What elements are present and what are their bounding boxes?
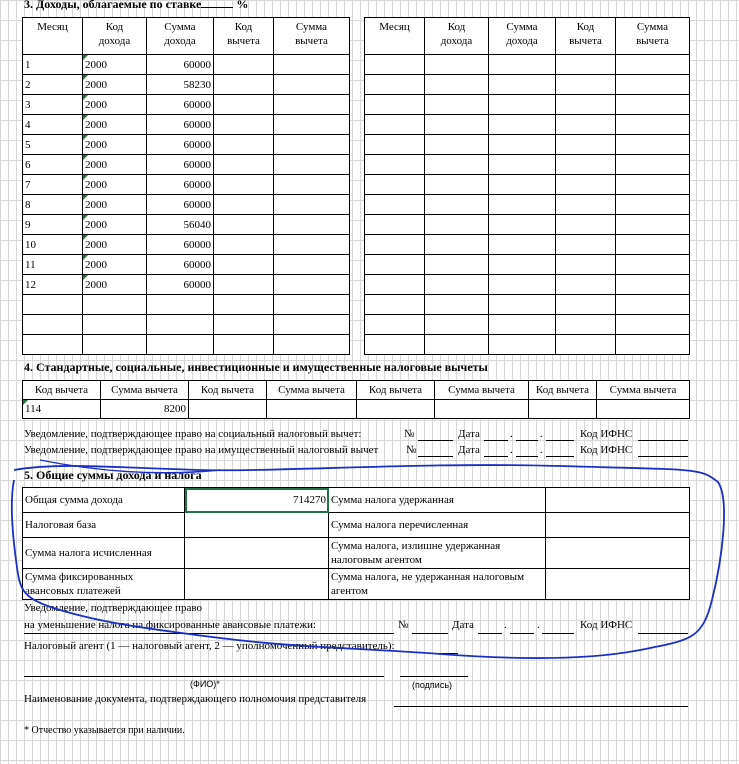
- empty-cell[interactable]: [425, 275, 489, 295]
- signature-line: [400, 676, 468, 677]
- empty-cell[interactable]: [556, 135, 616, 155]
- month-cell[interactable]: 7: [23, 175, 83, 195]
- deduction-code-cell[interactable]: [529, 400, 597, 419]
- advance-day-line: [478, 633, 502, 634]
- income-code-cell[interactable]: 2000: [83, 55, 147, 75]
- table-row: [365, 175, 690, 195]
- deduction-amount-cell[interactable]: 8200: [101, 400, 189, 419]
- empty-cell[interactable]: [489, 255, 556, 275]
- deduction-cell[interactable]: [274, 75, 350, 95]
- totals-left-value[interactable]: [185, 569, 329, 600]
- empty-cell[interactable]: [83, 315, 147, 335]
- deduction-header: Код вычета: [23, 381, 101, 400]
- table-row: [365, 335, 690, 355]
- empty-cell[interactable]: [23, 315, 83, 335]
- totals-row: [23, 488, 690, 513]
- section3-title: 3. Доходы, облагаемые по ставке %: [24, 0, 249, 11]
- income-left-header-line2: дохода: [98, 35, 131, 47]
- empty-cell[interactable]: [556, 335, 616, 355]
- empty-cell[interactable]: [556, 315, 616, 335]
- income-amount-cell[interactable]: 56040: [147, 215, 214, 235]
- advance-month-line: [510, 633, 534, 634]
- empty-cell[interactable]: [425, 315, 489, 335]
- empty-cell[interactable]: [556, 255, 616, 275]
- empty-cell[interactable]: [365, 175, 425, 195]
- income-amount-cell[interactable]: 60000: [147, 275, 214, 295]
- totals-right-label: Сумма налога, не удержанная налоговым агентом: [329, 569, 546, 600]
- income-left-header-3: [214, 18, 274, 55]
- advance-year-line: [542, 633, 574, 634]
- empty-cell[interactable]: [365, 315, 425, 335]
- table-row: [23, 275, 350, 295]
- table-row: [365, 115, 690, 135]
- totals-table: [22, 487, 690, 600]
- deduction-header: Код вычета: [357, 381, 435, 400]
- empty-cell[interactable]: [489, 235, 556, 255]
- property-month-line: [516, 456, 538, 457]
- notice-social-no: №: [404, 428, 415, 440]
- income-amount-cell[interactable]: 60000: [147, 235, 214, 255]
- month-cell[interactable]: 2: [23, 75, 83, 95]
- table-row: [365, 55, 690, 75]
- table-row: [365, 135, 690, 155]
- table-row: [365, 195, 690, 215]
- empty-cell[interactable]: [147, 335, 214, 355]
- notice-social: Уведомление, подтверждающее право на социальный налоговый вычет:: [24, 428, 362, 440]
- income-left-header-line1: Сумма: [164, 21, 196, 33]
- income-right-header-line2: вычета: [569, 35, 602, 47]
- empty-cell[interactable]: [23, 295, 83, 315]
- empty-cell[interactable]: [616, 275, 690, 295]
- income-code-cell[interactable]: 2000: [83, 215, 147, 235]
- empty-cell[interactable]: [365, 255, 425, 275]
- advance-ifns-line: [638, 633, 688, 634]
- empty-cell[interactable]: [556, 275, 616, 295]
- deduction-amount-cell[interactable]: [435, 400, 529, 419]
- empty-cell[interactable]: [489, 195, 556, 215]
- income-table-left: [22, 17, 350, 355]
- empty-cell[interactable]: [274, 295, 350, 315]
- income-amount-cell[interactable]: 60000: [147, 175, 214, 195]
- month-cell[interactable]: 9: [23, 215, 83, 235]
- deduction-code-cell[interactable]: [189, 400, 267, 419]
- empty-cell[interactable]: [556, 235, 616, 255]
- income-right-header-1: [425, 18, 489, 55]
- income-left-header-4: [274, 18, 350, 55]
- empty-cell[interactable]: [616, 135, 690, 155]
- deduction-header: Сумма вычета: [435, 381, 529, 400]
- advance-dot-1: .: [504, 619, 507, 631]
- table-row: [23, 255, 350, 275]
- empty-cell[interactable]: [425, 175, 489, 195]
- table-row: [365, 295, 690, 315]
- deduction-cell[interactable]: [274, 95, 350, 115]
- empty-cell[interactable]: [616, 95, 690, 115]
- empty-cell[interactable]: [365, 195, 425, 215]
- empty-cell[interactable]: [556, 95, 616, 115]
- table-row: [23, 315, 350, 335]
- empty-cell[interactable]: [556, 195, 616, 215]
- deduction-cell[interactable]: [274, 135, 350, 155]
- empty-cell[interactable]: [616, 155, 690, 175]
- income-amount-cell[interactable]: 60000: [147, 115, 214, 135]
- income-right-header-3: [556, 18, 616, 55]
- empty-cell[interactable]: [425, 195, 489, 215]
- income-amount-cell[interactable]: 60000: [147, 195, 214, 215]
- advance-date-label: Дата: [452, 619, 474, 631]
- table-row: [365, 255, 690, 275]
- deduction-amount-cell[interactable]: [597, 400, 690, 419]
- advance-dot-2: .: [537, 619, 540, 631]
- empty-cell[interactable]: [616, 235, 690, 255]
- empty-cell[interactable]: [489, 175, 556, 195]
- month-cell[interactable]: 5: [23, 135, 83, 155]
- social-month-line: [516, 440, 538, 441]
- empty-cell[interactable]: [425, 295, 489, 315]
- advance-notice-line2: на уменьшение налога на фиксированные авансовые платежи:: [24, 619, 316, 631]
- table-row: [365, 235, 690, 255]
- notice-social-dot-2: .: [540, 428, 543, 440]
- income-code-cell[interactable]: 2000: [83, 95, 147, 115]
- empty-cell[interactable]: [365, 275, 425, 295]
- income-right-header-line1: Сумма: [506, 21, 538, 33]
- month-cell[interactable]: 4: [23, 115, 83, 135]
- empty-cell[interactable]: [425, 115, 489, 135]
- empty-cell[interactable]: [214, 295, 274, 315]
- property-year-line: [546, 456, 574, 457]
- social-ifns-line: [638, 440, 688, 441]
- section4-title: 4. Стандартные, социальные, инвестиционные и имущественные налоговые вычеты: [24, 360, 488, 374]
- notice-property-date: Дата: [458, 444, 480, 456]
- deduction-cell[interactable]: [274, 275, 350, 295]
- deduction-cell[interactable]: [274, 175, 350, 195]
- empty-cell[interactable]: [214, 315, 274, 335]
- empty-cell[interactable]: [425, 95, 489, 115]
- empty-cell[interactable]: [365, 135, 425, 155]
- income-code-cell[interactable]: 2000: [83, 175, 147, 195]
- empty-cell[interactable]: [365, 235, 425, 255]
- empty-cell[interactable]: [489, 135, 556, 155]
- empty-cell[interactable]: [616, 215, 690, 235]
- table-row: [23, 55, 350, 75]
- property-day-line: [484, 456, 508, 457]
- deduction-cell[interactable]: [214, 55, 274, 75]
- notice-social-dot-1: .: [510, 428, 513, 440]
- table-row: [365, 95, 690, 115]
- empty-cell[interactable]: [365, 155, 425, 175]
- notice-social-date: Дата: [458, 428, 480, 440]
- advance-no-line: [412, 633, 448, 634]
- table-row: [365, 215, 690, 235]
- empty-cell[interactable]: [616, 75, 690, 95]
- income-right-header-0: [365, 18, 425, 55]
- empty-cell[interactable]: [425, 135, 489, 155]
- notice-property-dot-1: .: [510, 444, 513, 456]
- signature-label: (подпись): [412, 680, 453, 690]
- income-left-header-line2: вычета: [295, 35, 328, 47]
- totals-row: [23, 569, 690, 600]
- deduction-header: Код вычета: [529, 381, 597, 400]
- totals-right-label: Сумма налога удержанная: [329, 488, 546, 513]
- notice-property: Уведомление, подтверждающее право на имущественный налоговый вычет: [24, 444, 379, 456]
- income-right-header-line2: дохода: [440, 35, 473, 47]
- table-row: [23, 295, 350, 315]
- table-row: [23, 95, 350, 115]
- income-right-header-line1: Код: [447, 21, 466, 33]
- totals-right-value[interactable]: [546, 488, 690, 513]
- totals-left-label: Общая сумма дохода: [23, 488, 185, 513]
- empty-cell[interactable]: [365, 95, 425, 115]
- empty-cell[interactable]: [425, 215, 489, 235]
- empty-cell[interactable]: [274, 335, 350, 355]
- empty-cell[interactable]: [23, 335, 83, 355]
- empty-cell[interactable]: [147, 295, 214, 315]
- table-row: [23, 235, 350, 255]
- advance-notice-line1: Уведомление, подтверждающее право: [24, 602, 202, 614]
- empty-cell[interactable]: [556, 75, 616, 95]
- deduction-cell[interactable]: [214, 95, 274, 115]
- table-row: [23, 135, 350, 155]
- empty-cell[interactable]: [83, 335, 147, 355]
- empty-cell[interactable]: [147, 315, 214, 335]
- month-cell[interactable]: 3: [23, 95, 83, 115]
- income-right-header-4: [616, 18, 690, 55]
- income-amount-cell[interactable]: 60000: [147, 255, 214, 275]
- deduction-cell[interactable]: [214, 235, 274, 255]
- deduction-amount-cell[interactable]: [267, 400, 357, 419]
- empty-cell[interactable]: [489, 155, 556, 175]
- deduction-cell[interactable]: [214, 75, 274, 95]
- empty-cell[interactable]: [365, 115, 425, 135]
- month-cell[interactable]: 8: [23, 195, 83, 215]
- empty-cell[interactable]: [489, 95, 556, 115]
- deduction-cell[interactable]: [214, 195, 274, 215]
- agent-value-line: [428, 653, 458, 654]
- empty-cell[interactable]: [489, 75, 556, 95]
- advance-notice-underline: [24, 633, 394, 634]
- deduction-cell[interactable]: [274, 115, 350, 135]
- totals-row: [23, 538, 690, 569]
- property-no-line: [418, 456, 453, 457]
- notice-social-ifns: Код ИФНС: [580, 428, 633, 440]
- income-right-header-line2: дохода: [506, 35, 538, 47]
- empty-cell[interactable]: [425, 335, 489, 355]
- empty-cell[interactable]: [489, 335, 556, 355]
- income-code-cell[interactable]: 2000: [83, 135, 147, 155]
- income-code-cell[interactable]: 2000: [83, 255, 147, 275]
- deduction-cell[interactable]: [274, 55, 350, 75]
- month-cell[interactable]: 6: [23, 155, 83, 175]
- empty-cell[interactable]: [556, 155, 616, 175]
- month-cell[interactable]: 12: [23, 275, 83, 295]
- income-amount-cell[interactable]: 60000: [147, 135, 214, 155]
- table-row: [23, 195, 350, 215]
- income-right-header-line1: Сумма: [636, 21, 669, 33]
- income-left-header-1: [83, 18, 147, 55]
- totals-row: [23, 513, 690, 538]
- fio-line: [24, 676, 384, 677]
- table-row: [365, 315, 690, 335]
- totals-left-value[interactable]: 714270: [185, 488, 329, 513]
- empty-cell[interactable]: [425, 235, 489, 255]
- empty-cell[interactable]: [365, 75, 425, 95]
- income-left-header-0: [23, 18, 83, 55]
- deduction-header: Сумма вычета: [267, 381, 357, 400]
- empty-cell[interactable]: [489, 275, 556, 295]
- empty-cell[interactable]: [556, 175, 616, 195]
- empty-cell[interactable]: [556, 215, 616, 235]
- totals-right-label: Сумма налога, излишне удержанная налоговым агентом: [329, 538, 546, 569]
- income-right-header-line2: вычета: [636, 35, 669, 47]
- doc-line: [394, 706, 688, 707]
- empty-cell[interactable]: [556, 115, 616, 135]
- empty-cell[interactable]: [214, 335, 274, 355]
- empty-cell[interactable]: [616, 255, 690, 275]
- deductions-table: [22, 380, 690, 419]
- social-no-line: [418, 440, 453, 441]
- totals-right-value[interactable]: [546, 513, 690, 538]
- empty-cell[interactable]: [489, 215, 556, 235]
- table-row: [23, 115, 350, 135]
- deduction-cell[interactable]: [214, 135, 274, 155]
- deduction-cell[interactable]: [214, 255, 274, 275]
- income-left-header-line1: Месяц: [37, 21, 68, 33]
- empty-cell[interactable]: [425, 55, 489, 75]
- deduction-cell[interactable]: [214, 175, 274, 195]
- deduction-cell[interactable]: [274, 235, 350, 255]
- income-left-header-line2: вычета: [227, 35, 260, 47]
- deduction-cell[interactable]: [274, 215, 350, 235]
- social-year-line: [546, 440, 574, 441]
- deduction-cell[interactable]: [274, 155, 350, 175]
- empty-cell[interactable]: [83, 295, 147, 315]
- table-row: [23, 175, 350, 195]
- table-row: [365, 275, 690, 295]
- empty-cell[interactable]: [425, 75, 489, 95]
- empty-cell[interactable]: [616, 175, 690, 195]
- income-right-header-2: [489, 18, 556, 55]
- empty-cell[interactable]: [616, 55, 690, 75]
- social-day-line: [484, 440, 508, 441]
- section5-title: 5. Общие суммы дохода и налога: [24, 468, 202, 482]
- fio-label: (ФИО)*: [190, 679, 220, 689]
- empty-cell[interactable]: [616, 335, 690, 355]
- table-row: [23, 335, 350, 355]
- totals-left-label: Сумма налога исчисленная: [23, 538, 185, 569]
- deduction-header: Сумма вычета: [101, 381, 189, 400]
- income-amount-cell[interactable]: 58230: [147, 75, 214, 95]
- income-code-cell[interactable]: 2000: [83, 115, 147, 135]
- income-amount-cell[interactable]: 60000: [147, 55, 214, 75]
- table-row: [23, 155, 350, 175]
- empty-cell[interactable]: [365, 215, 425, 235]
- deduction-cell[interactable]: [274, 255, 350, 275]
- income-amount-cell[interactable]: 60000: [147, 155, 214, 175]
- advance-no-label: №: [398, 619, 409, 631]
- income-left-header-line1: Сумма: [295, 21, 328, 33]
- month-cell[interactable]: 11: [23, 255, 83, 275]
- empty-cell[interactable]: [365, 55, 425, 75]
- empty-cell[interactable]: [616, 115, 690, 135]
- notice-property-dot-2: .: [540, 444, 543, 456]
- agent-line: Налоговый агент (1 — налоговый агент, 2 — уполномоченный представитель):: [24, 640, 395, 652]
- empty-cell[interactable]: [489, 295, 556, 315]
- income-left-header-2: [147, 18, 214, 55]
- deduction-cell[interactable]: [214, 155, 274, 175]
- empty-cell[interactable]: [556, 295, 616, 315]
- totals-left-value[interactable]: [185, 513, 329, 538]
- doc-label: Наименование документа, подтверждающего полномочия представителя: [24, 693, 367, 705]
- income-left-header-line1: Код: [234, 21, 253, 33]
- totals-left-label: Сумма фиксированных авансовых платежей: [23, 569, 185, 600]
- totals-left-label: Налоговая база: [23, 513, 185, 538]
- totals-right-value[interactable]: [546, 538, 690, 569]
- income-table-right: [364, 17, 690, 355]
- income-code-cell[interactable]: 2000: [83, 75, 147, 95]
- empty-cell[interactable]: [489, 315, 556, 335]
- month-cell[interactable]: 1: [23, 55, 83, 75]
- deduction-header: Сумма вычета: [597, 381, 690, 400]
- deduction-header: Код вычета: [189, 381, 267, 400]
- empty-cell[interactable]: [616, 315, 690, 335]
- totals-right-label: Сумма налога перечисленная: [329, 513, 546, 538]
- notice-property-no: №: [406, 444, 417, 456]
- empty-cell[interactable]: [616, 295, 690, 315]
- deduction-cell[interactable]: [214, 115, 274, 135]
- advance-ifns-label: Код ИФНС: [580, 619, 633, 631]
- empty-cell[interactable]: [489, 55, 556, 75]
- income-right-header-line1: Код: [576, 21, 595, 33]
- empty-cell[interactable]: [365, 335, 425, 355]
- income-code-cell[interactable]: 2000: [83, 275, 147, 295]
- deduction-cell[interactable]: [214, 275, 274, 295]
- income-left-header-line1: Код: [105, 21, 124, 33]
- notice-property-ifns: Код ИФНС: [580, 444, 633, 456]
- income-amount-cell[interactable]: 60000: [147, 95, 214, 115]
- income-code-cell[interactable]: 2000: [83, 155, 147, 175]
- table-row: [365, 75, 690, 95]
- month-cell[interactable]: 10: [23, 235, 83, 255]
- empty-cell[interactable]: [489, 115, 556, 135]
- empty-cell[interactable]: [616, 195, 690, 215]
- empty-cell[interactable]: [556, 55, 616, 75]
- footnote: * Отчество указывается при наличии.: [24, 725, 185, 736]
- totals-left-value[interactable]: [185, 538, 329, 569]
- property-ifns-line: [638, 456, 688, 457]
- empty-cell[interactable]: [274, 315, 350, 335]
- table-row: [23, 215, 350, 235]
- deduction-code-cell[interactable]: [357, 400, 435, 419]
- empty-cell[interactable]: [365, 295, 425, 315]
- empty-cell[interactable]: [425, 155, 489, 175]
- deduction-cell[interactable]: [274, 195, 350, 215]
- table-row: [365, 155, 690, 175]
- income-code-cell[interactable]: 2000: [83, 235, 147, 255]
- income-right-header-line1: Месяц: [379, 21, 410, 33]
- totals-right-value[interactable]: [546, 569, 690, 600]
- empty-cell[interactable]: [425, 255, 489, 275]
- deduction-cell[interactable]: [214, 215, 274, 235]
- table-row: [23, 75, 350, 95]
- income-left-header-line2: дохода: [164, 35, 196, 47]
- deduction-code-cell[interactable]: 114: [23, 400, 101, 419]
- income-code-cell[interactable]: 2000: [83, 195, 147, 215]
